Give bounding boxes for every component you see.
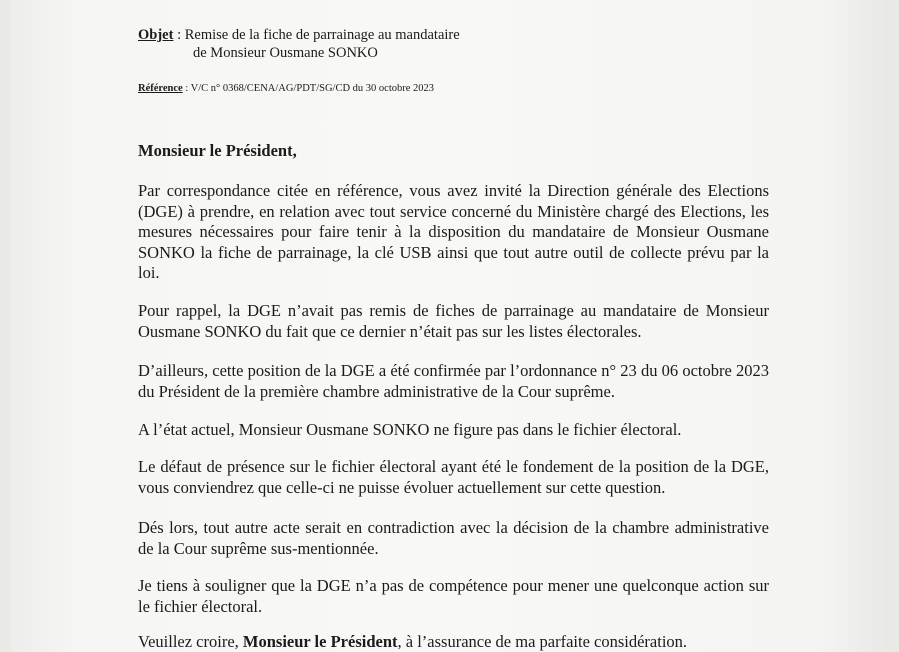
closing-emphasis: Monsieur le Président bbox=[242, 632, 398, 651]
closing-before: Veuillez croire, bbox=[138, 632, 243, 651]
closing-after: , à l’assurance de ma parfaite considération. bbox=[397, 632, 688, 651]
subject-label: Objet bbox=[138, 27, 174, 43]
subject-line-2: de Monsieur Ousmane SONKO bbox=[193, 45, 378, 61]
reference-label: Référence bbox=[138, 83, 183, 94]
paragraph-competence: Je tiens à souligner que la DGE n’a pas de compétence pour mener une quelconque action sur le fichier électoral. bbox=[138, 576, 769, 616]
paragraph-absence: Le défaut de présence sur le fichier électoral ayant été le fondement de la position de la DGE, vous conviendrez que celle-ci ne puisse évoluer actuellement sur cette question. bbox=[138, 457, 769, 497]
reference-line bbox=[138, 83, 434, 94]
paragraph-reminder: Pour rappel, la DGE n’avait pas remis de fiches de parrainage au mandataire de Monsieur Ousmane SONKO du fait que ce dernier n’était pas sur les listes électorales. bbox=[138, 301, 769, 341]
paragraph-current-state: A l’état actuel, Monsieur Ousmane SONKO ne figure pas dans le fichier électoral. bbox=[138, 420, 682, 439]
paragraph-invitation: Par correspondance citée en référence, vous avez invité la Direction générale des Elections (DGE) à prendre, en relation avec tout service concerné du Ministère chargé des Elections, les mesures nécessaires pour faire tenir à la disposition du mandataire de Monsieur Ousmane SONKO la fiche de parrainage, la clé USB ainsi que tout autre outil de collecte prévu par la loi. bbox=[138, 181, 769, 282]
letter-page bbox=[10, 0, 890, 652]
subject-text: : Remise de la fiche de parrainage au mandataire bbox=[173, 27, 460, 43]
closing-formula bbox=[138, 632, 687, 652]
reference-text: : V/C n° 0368/CENA/AG/PDT/SG/CD du 30 octobre 2023 bbox=[182, 83, 435, 94]
paragraph-contradiction: Dés lors, tout autre acte serait en contradiction avec la décision de la chambre administrative de la Cour suprême sus-mentionnée. bbox=[138, 518, 769, 558]
subject-line bbox=[138, 27, 460, 44]
salutation: Monsieur le Président, bbox=[138, 141, 297, 160]
paragraph-ordonnance: D’ailleurs, cette position de la DGE a été confirmée par l’ordonnance n° 23 du 06 octobre 2023 du Président de la première chambre administrative de la Cour suprême. bbox=[138, 361, 769, 401]
